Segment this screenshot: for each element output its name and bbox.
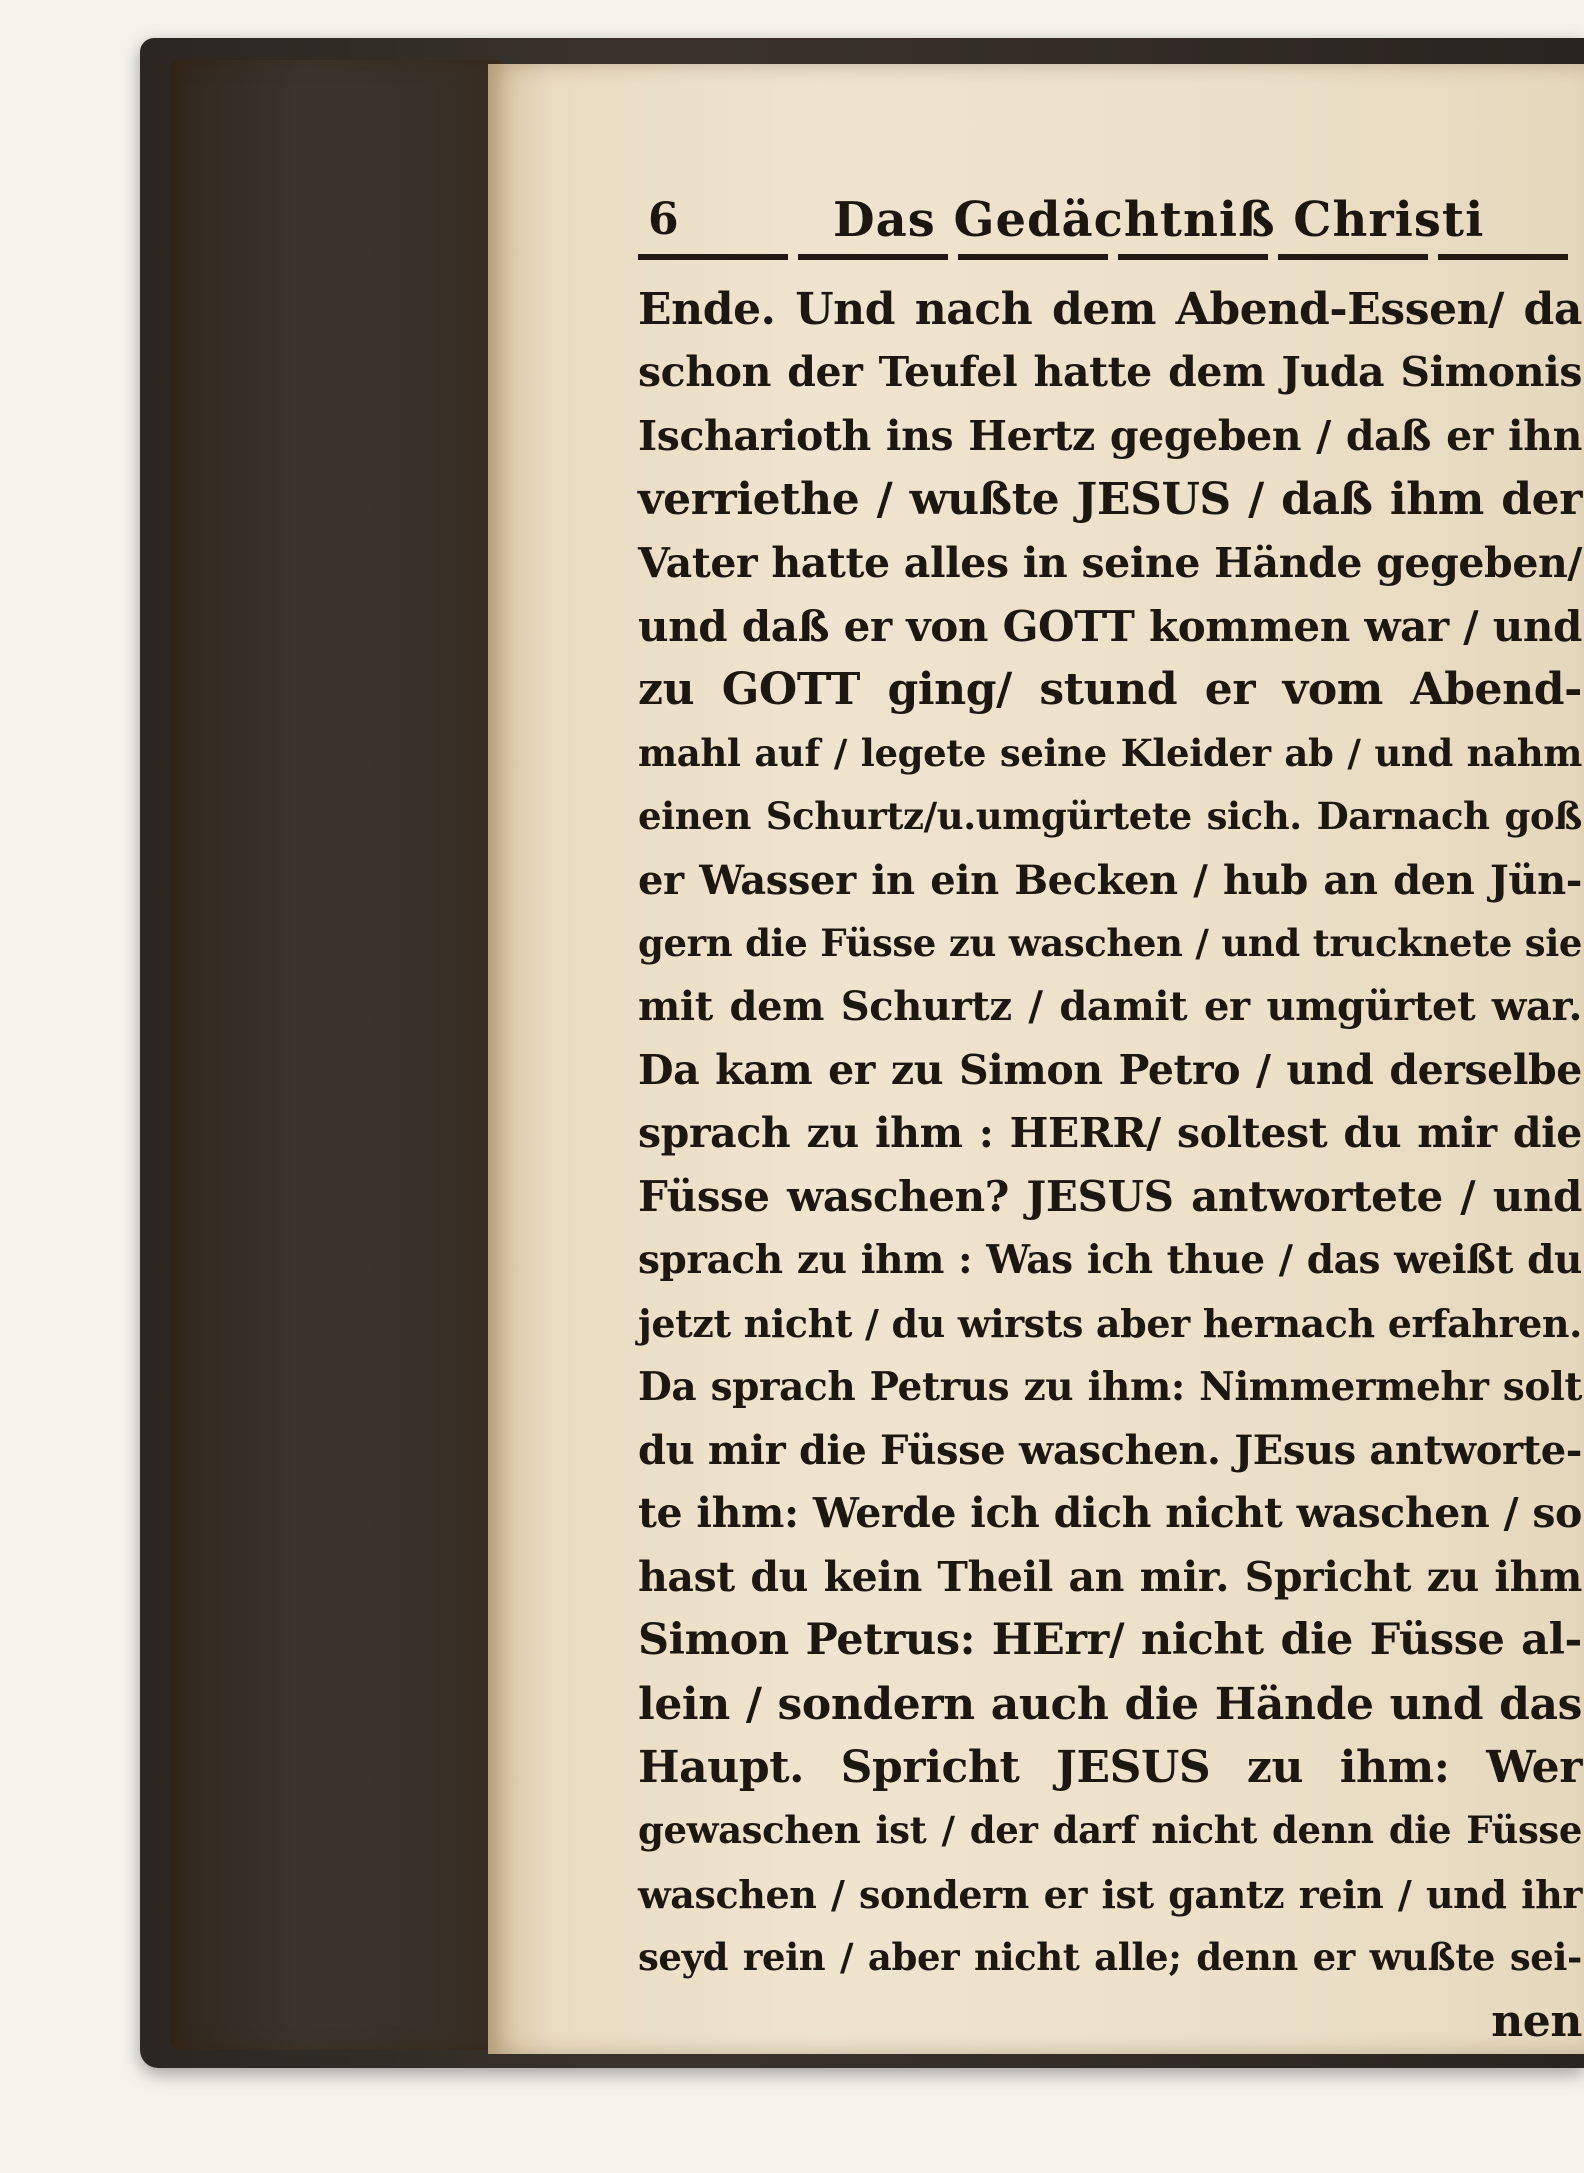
text-line: Ischarioth ins Hertz gegeben / daß er ihn xyxy=(638,411,1582,460)
text-line: sprach zu ihm : Was ich thue / das weißt du xyxy=(638,1236,1582,1283)
text-line: waschen / sondern er ist gantz rein / und ihr xyxy=(638,1871,1582,1917)
text-line: Vater hatte alles in seine Hände gegeben/ xyxy=(638,538,1582,587)
text-line: jetzt nicht / du wirsts aber hernach erfahren. xyxy=(638,1301,1582,1347)
text-line: Da kam er zu Simon Petro / und derselbe xyxy=(638,1045,1582,1094)
text-line: nen xyxy=(1491,1995,1582,2047)
text-line: Simon Petrus: HErr/ nicht die Füsse al- xyxy=(638,1615,1582,1666)
text-line: Füsse waschen? JESUS antwortete / und xyxy=(638,1172,1582,1222)
text-line: du mir die Füsse waschen. JEsus antworte- xyxy=(638,1427,1582,1475)
text-line: lein / sondern auch die Hände und das xyxy=(638,1678,1582,1730)
text-line: verriethe / wußte JESUS / daß ihm der xyxy=(638,474,1582,526)
body-text xyxy=(638,278,1582,2053)
text-line: mit dem Schurtz / damit er umgürtet war. xyxy=(638,983,1582,1031)
text-line: Da sprach Petrus zu ihm: Nimmermehr solt xyxy=(638,1363,1582,1410)
page-number: 6 xyxy=(648,194,679,245)
text-line: mahl auf / legete seine Kleider ab / und nahm xyxy=(638,730,1582,775)
text-line: er Wasser in ein Becken / hub an den Jün- xyxy=(638,856,1582,904)
text-line: sprach zu ihm : HERR/ soltest du mir die xyxy=(638,1109,1582,1158)
page-edges xyxy=(170,60,500,2050)
running-title: Das Gedächtniß Christi xyxy=(833,192,1485,248)
text-line: te ihm: Werde ich dich nicht waschen / so xyxy=(638,1489,1582,1538)
header-rule xyxy=(638,254,1568,260)
text-line: gewaschen ist / der darf nicht denn die Füsse xyxy=(638,1808,1582,1853)
text-line: und daß er von GOTT kommen war / und xyxy=(638,601,1582,651)
text-line: gern die Füsse zu waschen / und trucknete sie xyxy=(638,920,1582,965)
page-content xyxy=(488,64,1584,2054)
text-line: zu GOTT ging/ stund er vom Abend- xyxy=(638,664,1582,716)
text-line: seyd rein / aber nicht alle; denn er wußte sei- xyxy=(638,1935,1582,1980)
text-line: schon der Teufel hatte dem Juda Simonis xyxy=(638,348,1582,397)
text-line: Ende. Und nach dem Abend-Essen/ da xyxy=(638,284,1582,335)
text-line: einen Schurtz/u.umgürtete sich. Darnach goß xyxy=(638,794,1582,839)
text-line: Haupt. Spricht JESUS zu ihm: Wer xyxy=(638,1741,1582,1793)
text-line: hast du kein Theil an mir. Spricht zu ihm xyxy=(638,1552,1582,1601)
